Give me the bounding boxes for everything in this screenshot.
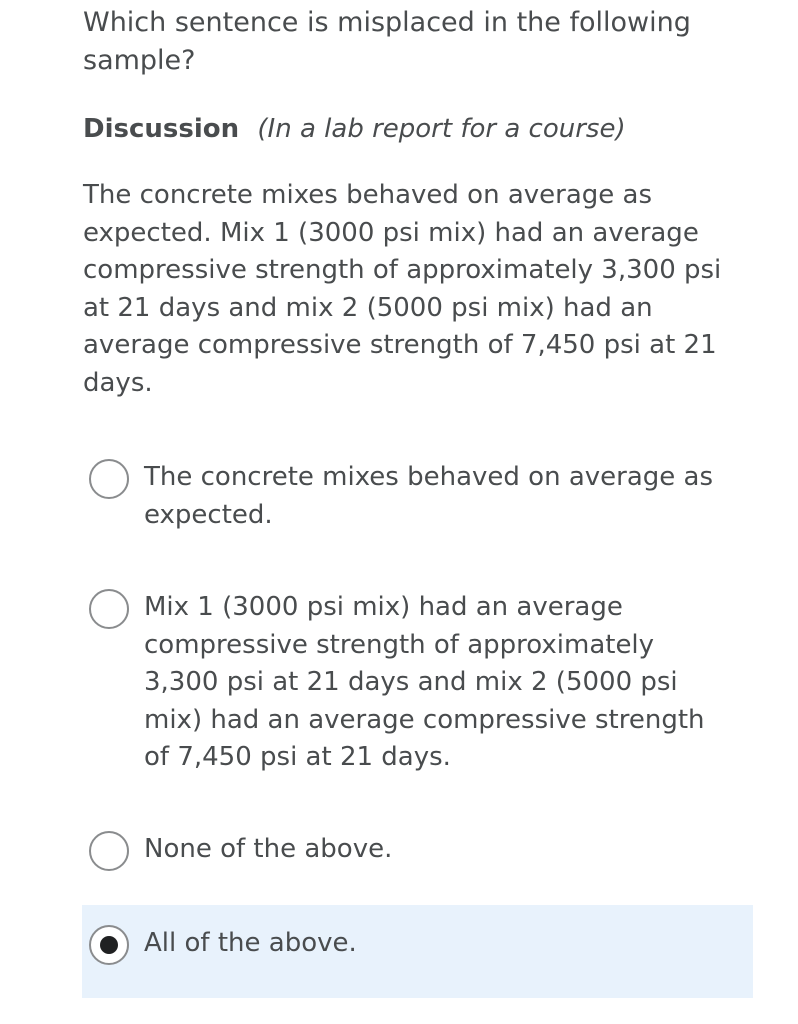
answer-option-1[interactable]: [82, 459, 753, 534]
radio-empty-icon[interactable]: [89, 459, 129, 499]
question-prompt: Which sentence is misplaced in the following sample?: [83, 7, 691, 76]
section-context: (In a lab report for a course): [257, 114, 626, 144]
section-title: Discussion: [83, 114, 240, 144]
answer-option-label: All of the above.: [144, 928, 357, 958]
answer-option-label: The concrete mixes behaved on average as expected.: [144, 462, 714, 530]
answer-option-3[interactable]: [82, 831, 753, 871]
radio-filled-icon[interactable]: [89, 925, 129, 965]
radio-empty-icon[interactable]: [89, 831, 129, 871]
section-heading: [83, 110, 763, 148]
sample-passage: The concrete mixes behaved on average as expected. Mix 1 (3000 psi mix) had an average compressive strength of approximately 3,300 psi at 21 days and mix 2 (5000 psi mix) had an average compressive strength of 7,450 psi at 21 days.: [83, 180, 722, 398]
answer-option-4[interactable]: [82, 905, 753, 998]
answer-option-label: Mix 1 (3000 psi mix) had an average compressive strength of approximately 3,300 psi at 21 days and mix 2 (5000 psi mix) had an average compressive strength of 7,450 psi at 21 days.: [144, 592, 705, 772]
radio-empty-icon[interactable]: [89, 589, 129, 629]
answer-option-2[interactable]: [82, 589, 753, 777]
radio-dot: [100, 936, 118, 954]
answer-option-label: None of the above.: [144, 834, 393, 864]
